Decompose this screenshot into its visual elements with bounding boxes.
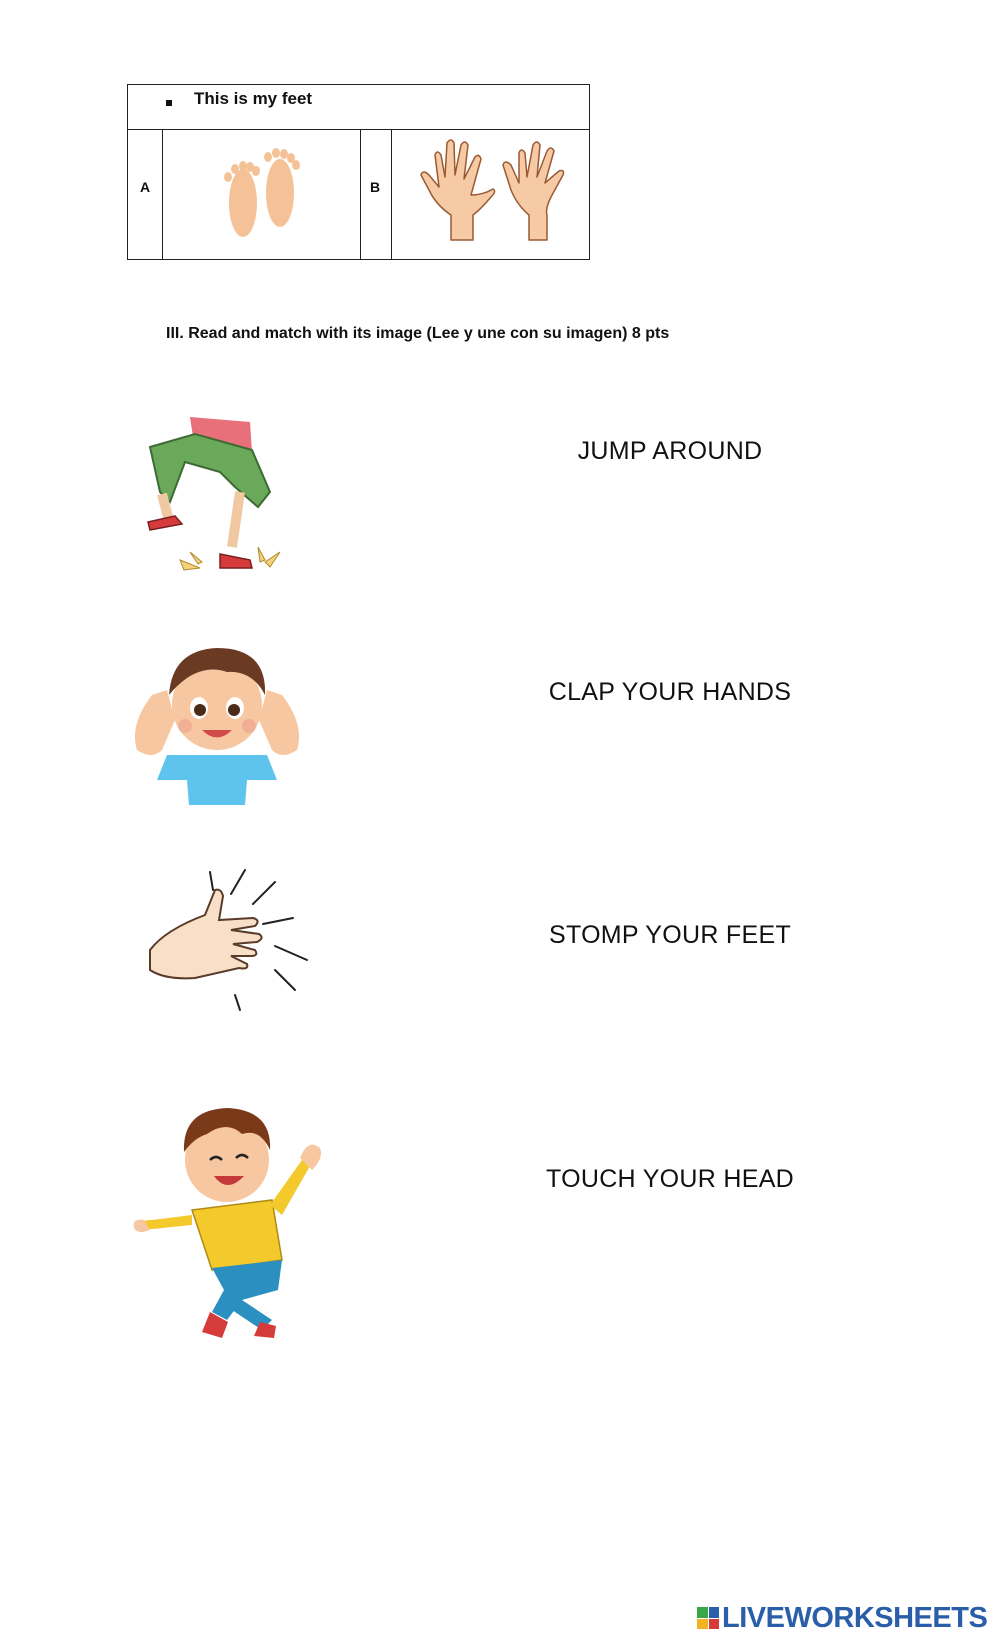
question-text: This is my feet <box>194 89 313 108</box>
open-hands-icon <box>411 135 581 245</box>
liveworksheets-logo-icon <box>697 1607 719 1629</box>
question-table <box>127 84 590 260</box>
liveworksheets-brand <box>697 1598 987 1638</box>
option-a-letter[interactable]: A <box>140 179 151 195</box>
boy-jumping-image[interactable] <box>132 1090 332 1340</box>
phrase-stomp-your-feet[interactable]: STOMP YOUR FEET <box>548 921 792 949</box>
phrase-jump-around[interactable]: JUMP AROUND <box>577 437 763 465</box>
cell-divider <box>391 129 392 259</box>
cell-divider <box>162 129 163 259</box>
boy-touching-head-image[interactable] <box>127 630 307 810</box>
stomping-legs-image[interactable] <box>140 412 290 587</box>
bullet-icon <box>166 100 172 106</box>
feet-soles-icon <box>218 143 308 243</box>
option-b-letter[interactable]: B <box>370 179 381 195</box>
phrase-touch-your-head[interactable]: TOUCH YOUR HEAD <box>545 1165 795 1193</box>
clapping-hands-image[interactable] <box>135 860 320 1025</box>
question-header-row <box>128 85 589 130</box>
phrase-clap-your-hands[interactable]: CLAP YOUR HANDS <box>548 678 792 706</box>
section-instruction: III. Read and match with its image (Lee y une con su imagen) 8 pts <box>166 325 670 342</box>
cell-divider <box>360 129 361 259</box>
brand-text: LIVEWORKSHEETS <box>722 1601 988 1634</box>
